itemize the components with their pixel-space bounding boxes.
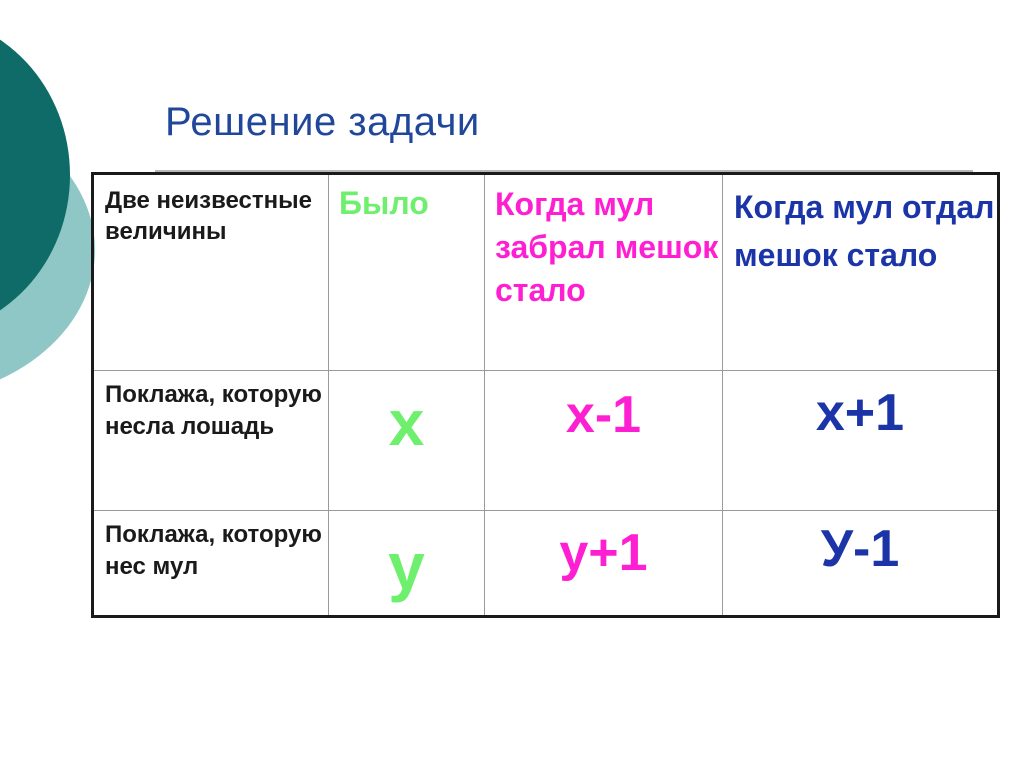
value-cell <box>723 511 999 617</box>
table-header-row <box>93 174 999 371</box>
row-label-cell <box>93 511 329 617</box>
header-was-text: Было <box>339 185 429 221</box>
header-after-take-text: Когда мул забрал мешок стало <box>495 186 719 308</box>
value-cell <box>485 371 723 511</box>
slide-title: Решение задачи <box>165 100 480 144</box>
header-after-give-text: Когда мул отдал мешок стало <box>734 189 995 273</box>
table-row <box>93 371 999 511</box>
row-label-cell <box>93 371 329 511</box>
value-horse-before: x <box>388 387 425 459</box>
table-row <box>93 511 999 617</box>
value-cell <box>329 371 485 511</box>
header-quantities-text: Две неизвестные величины <box>105 187 312 245</box>
value-horse-after-give: x+1 <box>815 384 905 442</box>
row-label-horse: Поклажа, которую несла лошадь <box>105 381 322 440</box>
value-cell <box>485 511 723 617</box>
value-mule-after-give: У-1 <box>820 520 900 578</box>
value-horse-after-take: x-1 <box>565 386 642 444</box>
value-mule-after-take: y+1 <box>559 524 648 582</box>
value-cell <box>329 511 485 617</box>
header-cell-quantities <box>93 174 329 371</box>
row-label-mule: Поклажа, которую нес мул <box>105 521 322 580</box>
header-cell-after-give <box>723 174 999 371</box>
solution-table <box>91 172 1000 618</box>
value-mule-before: y <box>388 529 425 603</box>
value-cell <box>723 371 999 511</box>
header-cell-was <box>329 174 485 371</box>
header-cell-after-take <box>485 174 723 371</box>
